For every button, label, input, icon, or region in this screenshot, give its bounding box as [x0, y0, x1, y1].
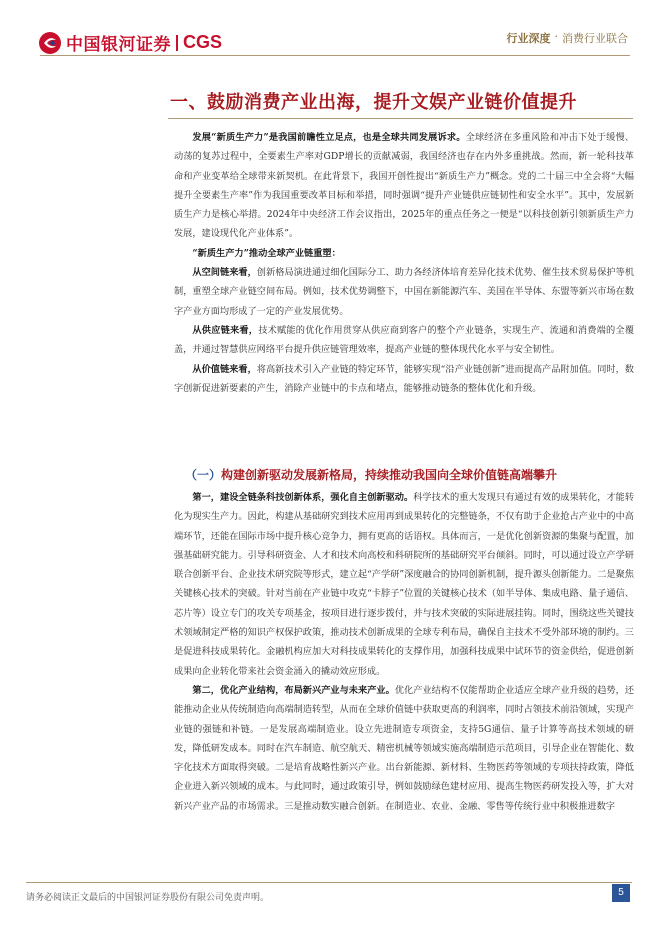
- paragraph-lead: 从空间链来看，: [192, 267, 257, 279]
- cgs-logo-icon: [38, 31, 62, 55]
- paragraph-body: 创新格局演进通过细化国际分工、助力各经济体培育差异化技术优势、催生技术贸易保护等机制，重塑全球产业链空间布局。例如，技术优势调整下，中国在新能源汽车、美国在半导体、东盟等新兴市场在数字产业方面均形成了一定的产业发展优势。: [174, 267, 635, 317]
- company-logo: [38, 30, 222, 55]
- paragraph-body: 将高新技术引入产业链的特定环节，能够实现“沿产业链创新”进而提高产品附加值。同时，数字创新促进新要素的产生，消除产业链中的卡点和堵点，能够推动链条的整体优化和升级。: [174, 363, 634, 394]
- paragraph-lead: 发展“新质生产力”是我国前瞻性立足点，也是全球共同发展诉求。: [192, 132, 466, 143]
- subsection-title: [185, 466, 557, 483]
- report-category: 行业深度: [506, 32, 551, 45]
- page-number: 5: [612, 884, 630, 902]
- paragraph-body: 全球经济在多重风险和冲击下处于缓慢、动荡的复苏过程中，全要素生产率对GDP增长的贡献减弱，我国经济也存在内外多重挑战。然而，新一轮科技革命和产业变革给全球带来新契机。在此背景下，我国开创性提出“新质生产力”概念。党的二十届三中全会将“大幅提升全要素生产率”作为我国重要改革目标和举措，同时强调“提升产业链供应链韧性和安全水平”。其中，发展新质生产力是核心举措。2024年中央经济工作会议指出，2025年的重点任务之一便是“以科技创新引领新质生产力发展，建设现代化产业体系”。: [174, 132, 634, 240]
- footer-disclaimer: 请务必阅读正文最后的中国银河证券股份有限公司免责声明。: [26, 893, 270, 903]
- footer-divider: [26, 882, 632, 883]
- report-header-tag: [507, 30, 629, 46]
- section-title-underline: [168, 118, 633, 119]
- header-separator: ·: [554, 30, 558, 43]
- report-type: 消费行业联合: [562, 32, 628, 45]
- body-text-block-2: [174, 488, 634, 816]
- logo-chinese-name: 中国银河证券: [66, 35, 171, 55]
- paragraph: [174, 128, 634, 244]
- section-title: 一、鼓励消费产业出海，提升文娱产业链价值提升: [170, 92, 577, 113]
- subsection-number: （一）: [185, 468, 222, 482]
- subsection-title-text: 构建创新驱动发展新格局，持续推动我国向全球价值链高端攀升: [221, 468, 558, 482]
- header-divider: [40, 55, 630, 56]
- paragraph-lead: 从供应链来看，: [192, 324, 259, 336]
- paragraph-lead: 第一，建设全链条科技创新体系，强化自主创新驱动。: [192, 492, 414, 503]
- paragraph-body: 科学技术的重大发现只有通过有效的成果转化，才能转化为现实生产力。因此，构建从基础研究到技术应用再到成果转化的完整链条，不仅有助于企业抢占产业中的中高端环节，还能在国际市场中提升核心竞争力，拥有更高的话语权。具体而言，一是优化创新资源的集聚与配置，加强基础研究能力。引导科研资金、人才和技术向高校和科研院所的基础研究平台倾斜。同时，可以通过设立产学研联合创新平台、企业技术研究院等形式，建立起“产学研”深度融合的协同创新机制，提升源头创新能力。二是聚焦关键核心技术的突破。针对当前在产业链中攻克“卡脖子”位置的关键核心技术（如半导体、集成电路、量子通信、芯片等）设立专门的攻关专项基金，按项目进行逐步拨付，并与技术突破的实际进展挂钩。同时，围绕这些关键技术领域制定严格的知识产权保护政策，推动技术创新成果的全球专利布局，确保自主技术不受外部环境的制约。三是促进科技成果转化。金融机构应加大对科技成果转化的支撑作用，加强科技成果中试环节的资金供给，促进创新成果向企业转化带来社会资金涌入的撬动效应形成。: [174, 492, 635, 677]
- logo-divider: [176, 35, 178, 51]
- paragraph-heading: “新质生产力”推动全球产业链重塑：: [192, 247, 341, 259]
- logo-english-name: CGS: [183, 32, 223, 52]
- paragraph-lead: 第二，优化产业结构，布局新兴产业与未来产业。: [192, 684, 395, 696]
- paragraph-body: 技术赋能的优化作用贯穿从供应商到客户的整个产业链条，实现生产、流通和消费端的全覆盖，并通过智慧供应网络平台提升供应链管理效率，提高产业链的整体现代化水平与安全韧性。: [174, 324, 635, 356]
- paragraph: [174, 681, 634, 816]
- paragraph-body: 优化产业结构不仅能帮助企业适应全球产业升级的趋势，还能推动企业从传统制造向高端制造转型，从而在全球价值链中获取更高的利润率，同时占领技术前沿领域，实现产业链的强链和补链。一是发展高端制造业。设立先进制造专项资金，支持5G通信、量子计算等高技术领域的研发，降低研发成本。同时在汽车制造、航空航天、精密机械等领域实施高端制造示范项目，引导企业在智能化、数字化技术方面取得突破。二是培育战略性新兴产业。出台新能源、新材料、生物医药等领域的专项扶持政策，降低企业进入新兴领域的成本。与此同时，通过政策引导，例如鼓励绿色建材应用、提高生物医药研发投入等，扩大对新兴产业产品的市场需求。三是推动数实融合创新。在制造业、农业、金融、零售等传统行业中积极推进数字: [174, 684, 635, 812]
- paragraph: [174, 360, 634, 399]
- paragraph: [174, 488, 634, 681]
- body-text-block-1: [174, 128, 634, 398]
- paragraph: [174, 321, 634, 360]
- paragraph: [174, 263, 634, 321]
- paragraph-lead: 从价值链来看，: [192, 363, 257, 375]
